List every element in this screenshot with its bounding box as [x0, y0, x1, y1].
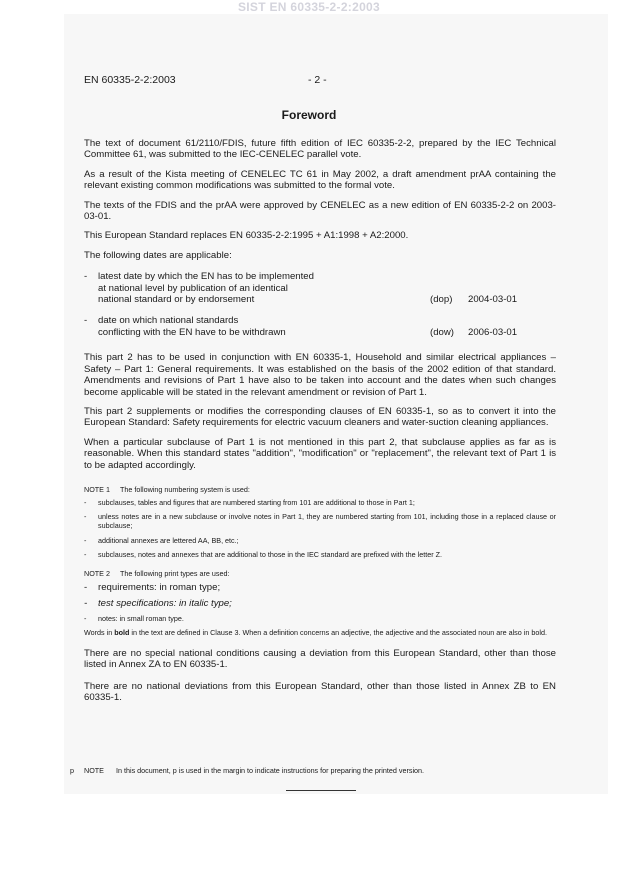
list-item: [84, 582, 556, 593]
list-dash: -: [84, 597, 88, 609]
margin-note-text: In this document, p is used in the margin to indicate instructions for preparing the printed version.: [116, 766, 425, 775]
page-number: - 2 -: [308, 74, 327, 86]
list-item-text: test specifications: in italic type;: [98, 597, 232, 609]
note2-intro: The following print types are used:: [120, 568, 230, 578]
paragraph-replaces: This European Standard replaces EN 60335-2-2:1995 + A1:1998 + A2:2000.: [84, 230, 409, 242]
note1-intro: The following numbering system is used:: [120, 484, 250, 494]
date-text-line: national standard or by endorsement: [98, 294, 255, 306]
date-value: 2004-03-01: [468, 294, 518, 306]
paragraph-dates-intro: The following dates are applicable:: [84, 249, 232, 261]
list-dash: -: [84, 315, 88, 327]
list-dash: -: [84, 581, 88, 593]
list-item-text: notes: in small roman type.: [98, 613, 184, 623]
list-item-text: subclauses, notes and annexes that are additional to those in the IEC standard are prefixed with the letter Z.: [98, 549, 443, 559]
note1-list: [84, 498, 556, 559]
list-dash: -: [84, 271, 88, 283]
paragraph-part2-use: This part 2 has to be used in conjunction with EN 60335-1, Household and similar electrical appliances – Safety – Part 1: General requirements. It was established on the basis of the 2002 edition of that standard. Amendments and revisions of Part 1 have also to be taken into account and the dates when such changes become applicable will be stated in the relevant amendment or revision of Part 1.: [84, 352, 556, 398]
list-dash: -: [84, 512, 87, 522]
list-item: [84, 536, 556, 545]
document-id: EN 60335-2-2:2003: [84, 74, 176, 86]
date-text-line: latest date by which the EN has to be implemented: [98, 271, 314, 283]
list-dash: -: [84, 497, 87, 507]
list-item-text: subclauses, tables and figures that are numbered starting from 101 are additional to those in Part 1;: [98, 497, 415, 507]
note2-label: NOTE 2: [84, 568, 110, 578]
list-item-text: additional annexes are lettered AA, BB, etc.;: [98, 535, 239, 545]
bold-note-bold: bold: [114, 628, 130, 638]
bold-note-post: in the text are defined in Clause 3. When a definition concerns an adjective, the adjective and the associated noun are also in bold.: [129, 628, 547, 638]
bold-note-pre: Words in: [84, 628, 115, 638]
note2-list: [84, 582, 556, 623]
bold-words-note: [84, 628, 556, 638]
paragraph-kista: As a result of the Kista meeting of CENELEC TC 61 in May 2002, a draft amendment prAA containing the relevant existing common modifications was submitted to the formal vote.: [84, 168, 556, 192]
paragraph-subclause-rule: When a particular subclause of Part 1 is not mentioned in this part 2, that subclause applies as far as is reasonable. When this standard states "addition", "modification" or "replacement", the relevant text of Part 1 is to be adapted accordingly.: [84, 436, 556, 471]
list-item-text: unless notes are in a new subclause or involve notes in Part 1, they are numbered starting from 101, including those in a replaced clause or subclause;: [98, 512, 556, 531]
list-item: [84, 498, 556, 507]
margin-note-label: NOTE: [84, 766, 104, 775]
list-item: [84, 512, 556, 530]
watermark: SIST EN 60335-2-2:2003: [237, 0, 380, 14]
paragraph-fdis: The text of document 61/2110/FDIS, future fifth edition of IEC 60335-2-2, prepared by the IEC Technical Committee 61, was submitted to the IEC-CENELEC parallel vote.: [84, 138, 556, 161]
date-text-line: conflicting with the EN have to be withdrawn: [98, 326, 286, 338]
date-value: 2006-03-01: [468, 326, 518, 338]
date-row-dow: [84, 315, 556, 338]
note1-label: NOTE 1: [84, 484, 110, 494]
date-abbreviation: (dow): [430, 326, 454, 338]
list-item: [84, 598, 556, 609]
paragraph-approval: The texts of the FDIS and the prAA were approved by CENELEC as a new edition of EN 60335-2-2 on 2003-03-01.: [84, 199, 556, 223]
paragraph-annex-zb: There are no national deviations from this European Standard, other than those listed in Annex ZB to EN 60335-1.: [84, 680, 556, 703]
list-item: [84, 550, 556, 559]
date-text-line: date on which national standards: [98, 315, 239, 327]
margin-marker: p: [70, 766, 74, 775]
list-dash: -: [84, 535, 87, 545]
date-abbreviation: (dop): [430, 294, 453, 306]
note1-heading: [84, 485, 556, 495]
document-body: [84, 138, 556, 703]
note2-heading: [84, 569, 556, 579]
date-row-dop: [84, 271, 556, 305]
date-text-line: at national level by publication of an identical: [98, 282, 288, 294]
page-title: Foreword: [281, 108, 337, 122]
paragraph-part2-supplements: This part 2 supplements or modifies the corresponding clauses of EN 60335-1, so as to convert it into the European Standard: Safety requirements for electric vacuum cleaners and water-suction cleaning appliances.: [84, 405, 556, 429]
list-item-text: requirements: in roman type;: [98, 581, 221, 593]
paragraph-annex-za: There are no special national conditions causing a deviation from this European Standard, other than those listed in Annex ZA to EN 60335-1.: [84, 647, 556, 671]
end-rule: [286, 790, 356, 791]
list-dash: -: [84, 613, 87, 623]
list-item: [84, 614, 556, 623]
list-dash: -: [84, 549, 87, 559]
margin-note: [70, 766, 424, 775]
